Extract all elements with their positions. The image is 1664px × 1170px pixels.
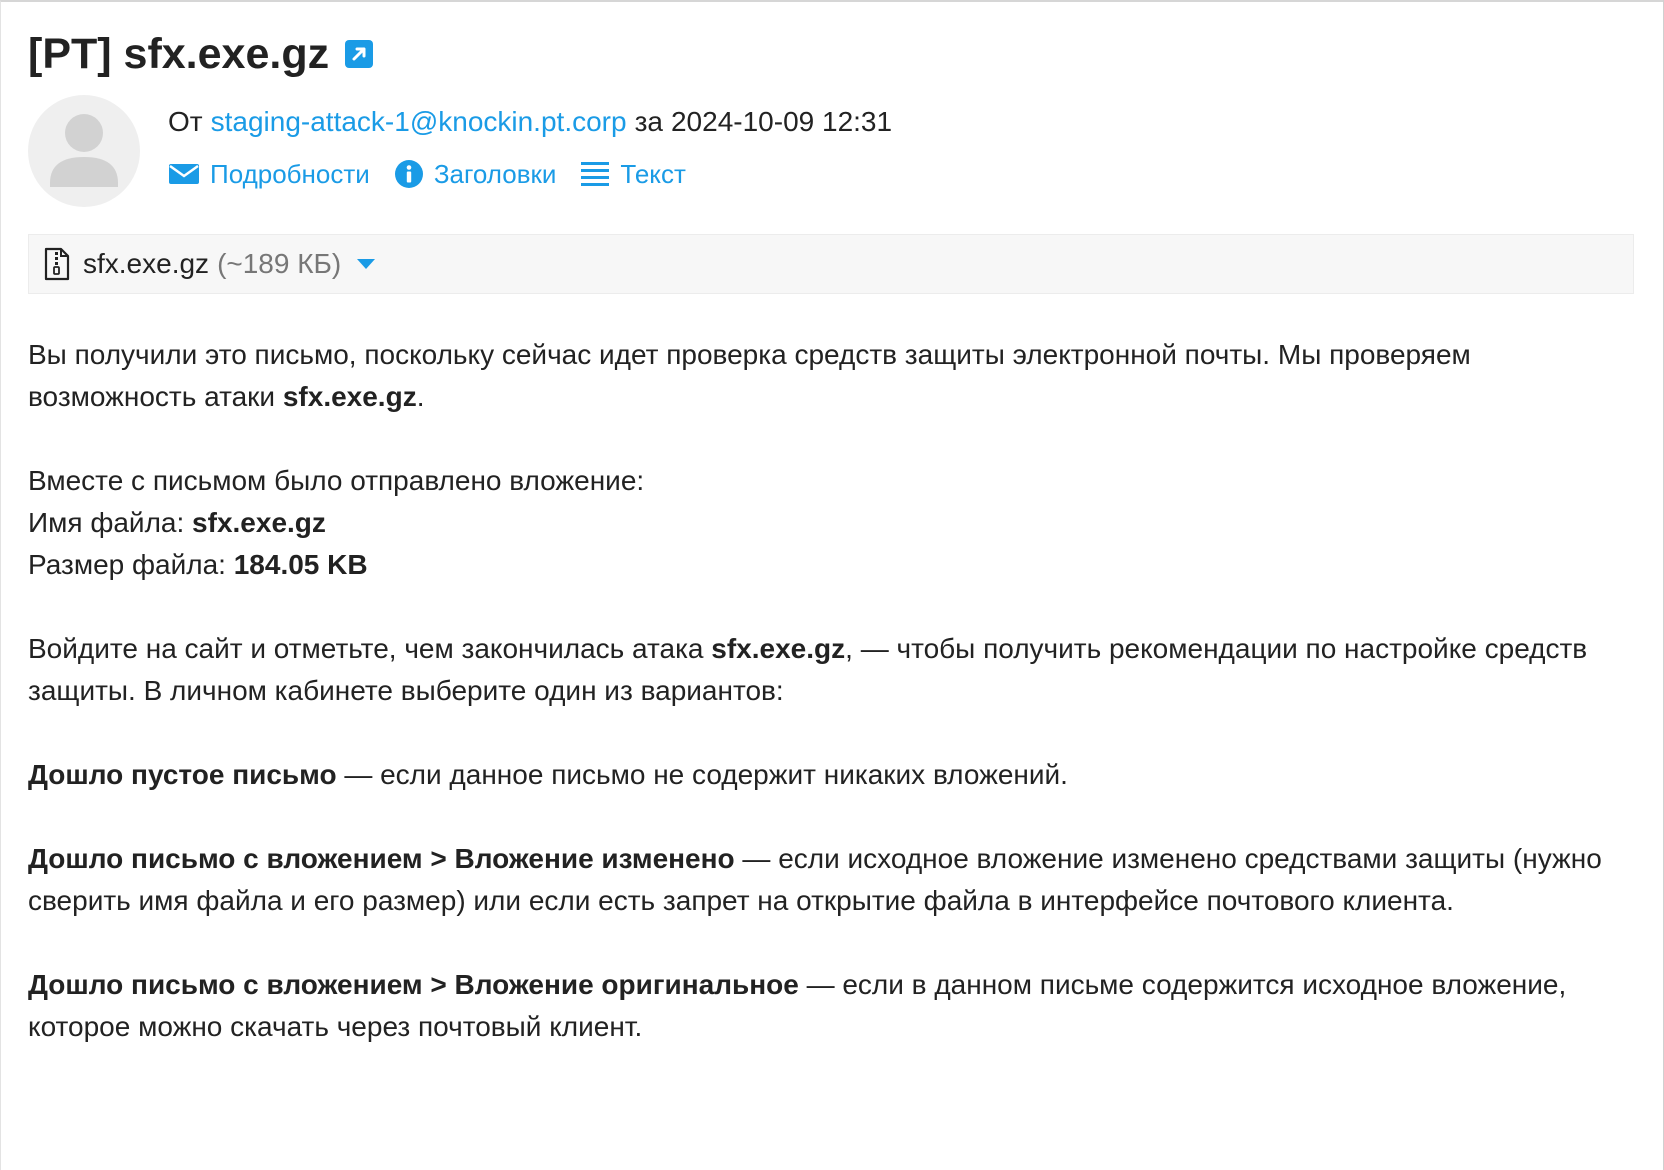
option-attachment-original xyxy=(28,964,1628,1048)
details-button[interactable] xyxy=(168,159,370,190)
from-label: От xyxy=(168,106,203,137)
instructions-end: , — чтобы получить рекомендации по настройке средств защиты. В личном кабинете выберите один из вариантов: xyxy=(28,633,1588,706)
user-silhouette-icon xyxy=(28,95,140,207)
attachment-size: (~189 КБ) xyxy=(217,248,342,279)
archive-file-icon xyxy=(43,247,71,281)
message-actions xyxy=(168,152,710,196)
open-external-icon[interactable] xyxy=(345,40,373,68)
headers-label: Заголовки xyxy=(433,158,557,189)
intro-attack-name: sfx.exe.gz xyxy=(282,381,417,412)
option-3-text: — если в данном письме содержится исходное вложение, которое можно скачать через почтовый клиент. xyxy=(28,969,1567,1042)
file-name-label: Имя файла: xyxy=(28,507,193,538)
envelope-icon xyxy=(168,162,200,186)
text-button[interactable] xyxy=(580,159,685,190)
date-prefix: за xyxy=(634,106,663,137)
option-1-text: — если данное письмо не содержит никаких вложений. xyxy=(336,759,1068,790)
instructions-paragraph xyxy=(28,628,1628,712)
lines-icon xyxy=(580,160,610,188)
headers-button[interactable] xyxy=(394,159,557,190)
intro-text: Вы получили это письмо, поскольку сейчас идет проверка средств защиты электронной почты. Мы проверяем возможность атаки xyxy=(28,339,1471,412)
option-empty-letter xyxy=(28,754,1628,796)
option-1-title: Дошло пустое письмо xyxy=(28,759,337,790)
option-2-text: — если исходное вложение изменено средствами защиты (нужно сверить имя файла и его размер) или если есть запрет на открытие файла в интерфейсе почтового клиента. xyxy=(28,843,1602,916)
option-attachment-modified xyxy=(28,838,1628,922)
intro-end: . xyxy=(416,381,425,412)
file-name-value: sfx.exe.gz xyxy=(192,507,326,538)
attachment-bar xyxy=(28,234,1634,294)
sender-link[interactable]: staging-attack-1@knockin.pt.corp xyxy=(210,106,627,137)
instructions-text: Войдите на сайт и отметьте, чем закончилась атака xyxy=(28,633,712,664)
option-3-title: Дошло письмо с вложением > Вложение оригинальное xyxy=(28,969,799,1000)
file-size-value: 184.05 KB xyxy=(233,549,368,580)
attachment-info-line: Вместе с письмом было отправлено вложение: xyxy=(28,465,645,496)
file-size-label: Размер файла: xyxy=(28,549,234,580)
option-2-title: Дошло письмо с вложением > Вложение изменено xyxy=(28,843,735,874)
chevron-down-icon[interactable] xyxy=(357,259,375,269)
sender-avatar xyxy=(28,95,140,207)
text-label: Текст xyxy=(620,158,686,189)
attachment-name[interactable]: sfx.exe.gz xyxy=(83,248,210,279)
instructions-attack-name: sfx.exe.gz xyxy=(711,633,846,664)
subject-text: [PT] sfx.exe.gz xyxy=(28,29,330,78)
intro-paragraph xyxy=(28,334,1628,418)
message-body xyxy=(28,334,1628,1090)
message-subject xyxy=(28,24,373,84)
info-icon xyxy=(394,159,424,189)
attachment-info-paragraph xyxy=(28,460,1628,586)
details-label: Подробности xyxy=(210,158,370,189)
message-date: 2024-10-09 12:31 xyxy=(670,106,893,137)
from-line xyxy=(168,100,892,144)
